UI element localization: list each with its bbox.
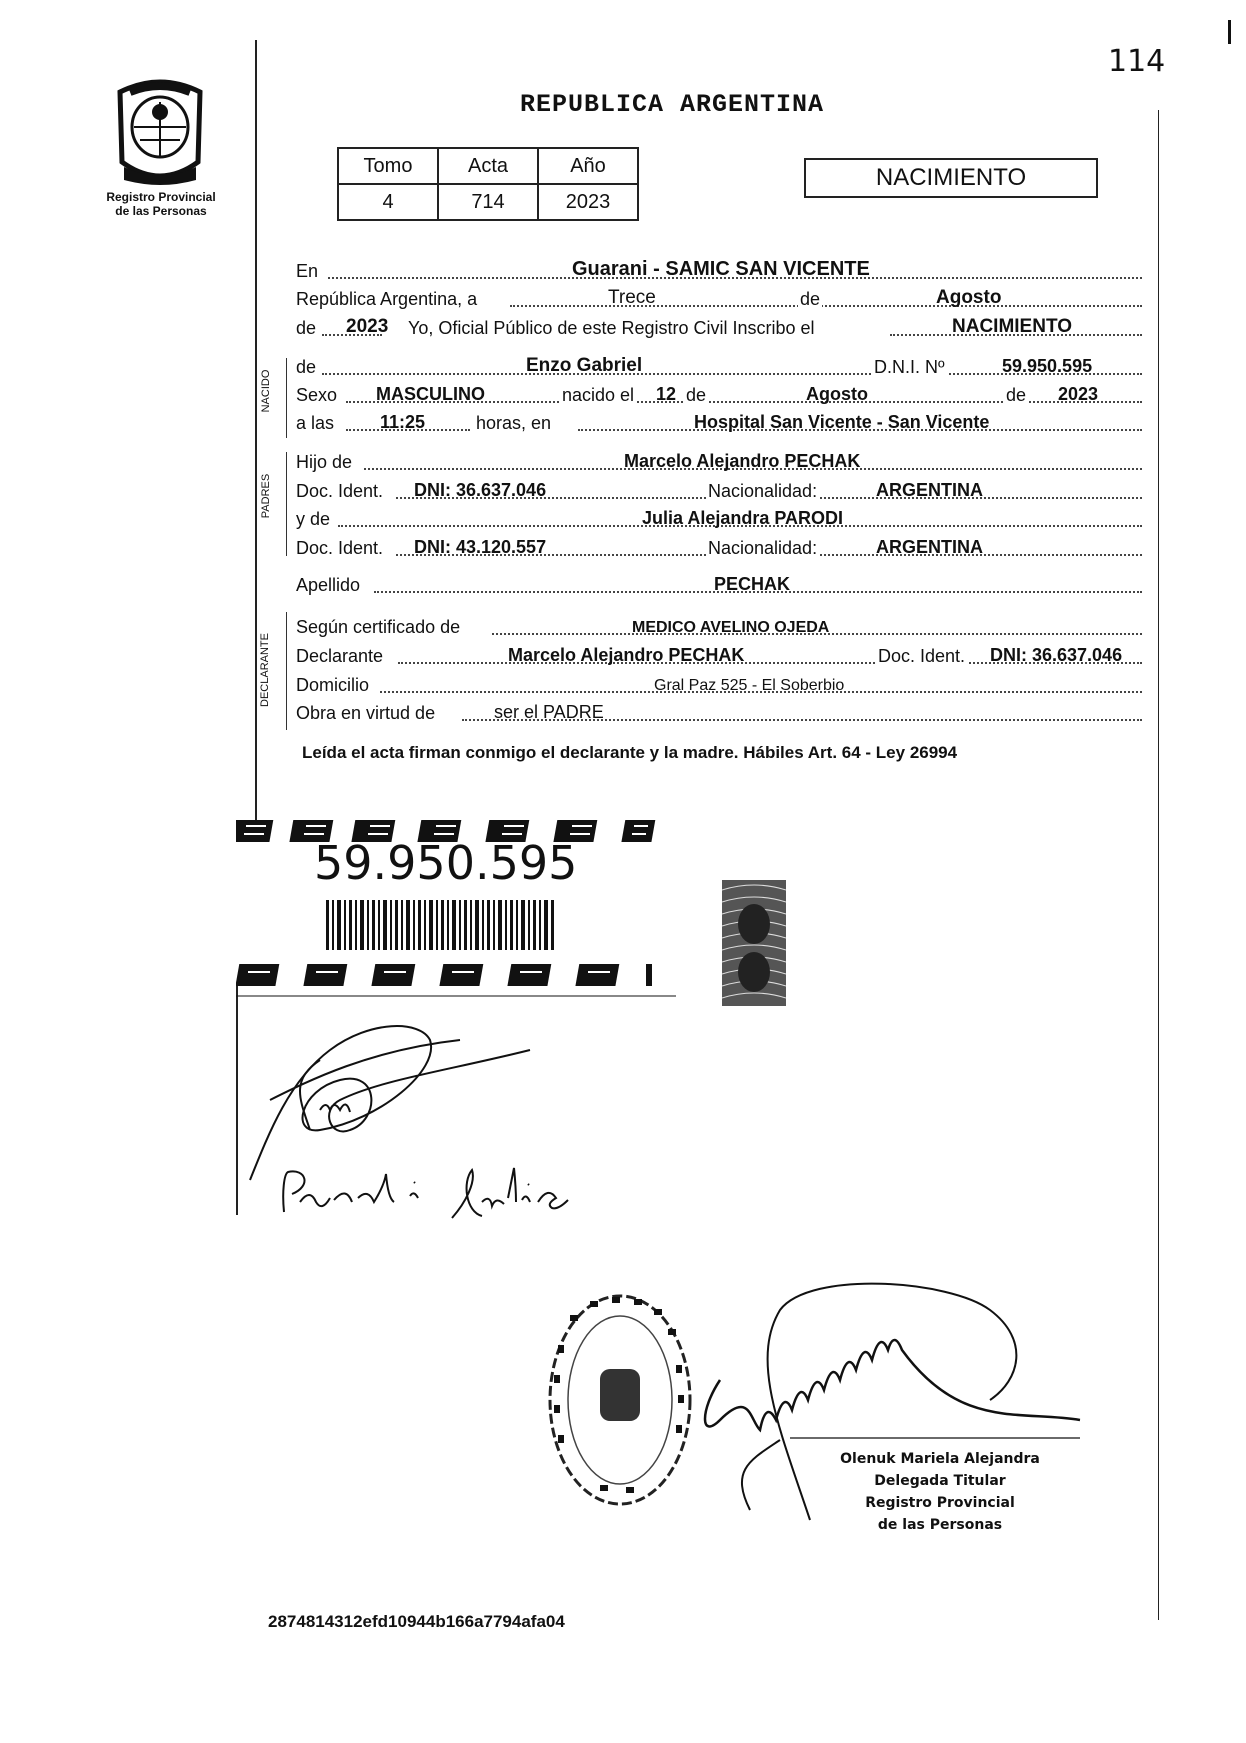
barcode-security-pattern-bottom bbox=[236, 960, 676, 1000]
hijo-de-label: Hijo de bbox=[296, 452, 353, 472]
doc-ident-label: Doc. Ident. bbox=[878, 646, 966, 666]
row-nacido-name bbox=[296, 354, 1142, 380]
day-text: Trece bbox=[608, 287, 656, 308]
birth-day: 12 bbox=[656, 384, 677, 404]
mother-name: Julia Alejandra PARODI bbox=[642, 508, 844, 528]
sexo-value: MASCULINO bbox=[376, 384, 485, 404]
nacido-section-label: NACIDO bbox=[260, 369, 272, 413]
doc-ident-label: Doc. Ident. bbox=[296, 538, 384, 558]
closing-note: Leída el acta firman conmigo el declarante y la madre. Hábiles Art. 64 - Ley 26994 bbox=[302, 743, 958, 762]
official-role: Delegada Titular bbox=[874, 1473, 1006, 1489]
padres-bracket bbox=[286, 452, 287, 556]
organization-line-1: Registro Provincial bbox=[106, 190, 216, 204]
country-title: REPUBLICA ARGENTINA bbox=[520, 90, 825, 119]
father-name: Marcelo Alejandro PECHAK bbox=[624, 451, 861, 471]
obra-label: Obra en virtud de bbox=[296, 703, 436, 723]
acta-value: 714 bbox=[438, 184, 538, 220]
provincial-coat-of-arms-icon bbox=[110, 72, 210, 190]
organization-name bbox=[86, 190, 236, 218]
act-type-box: NACIMIENTO bbox=[804, 158, 1098, 198]
row-hora bbox=[296, 410, 1142, 436]
padres-section-label: PADRES bbox=[260, 473, 272, 519]
row-apellido bbox=[296, 572, 1142, 598]
child-dni: 59.950.595 bbox=[1002, 356, 1093, 376]
mother-doc: DNI: 43.120.557 bbox=[414, 537, 547, 557]
apellido-value: PECHAK bbox=[714, 574, 791, 594]
place-value: Guarani - SAMIC SAN VICENTE bbox=[572, 258, 870, 280]
de-label: de bbox=[296, 318, 317, 338]
hologram-seal-icon bbox=[722, 880, 786, 1006]
de-label: de bbox=[686, 385, 707, 405]
official-org-line-2: de las Personas bbox=[877, 1517, 1003, 1533]
tomo-value: 4 bbox=[338, 184, 438, 220]
row-sexo bbox=[296, 382, 1142, 408]
dni-label: D.N.I. Nº bbox=[874, 357, 945, 377]
apellido-label: Apellido bbox=[296, 575, 361, 595]
barcode-number: 59.950.595 bbox=[314, 836, 578, 890]
act-value: NACIMIENTO bbox=[952, 316, 1072, 337]
tomo-header: Tomo bbox=[338, 148, 438, 184]
de-label: de bbox=[1006, 385, 1027, 405]
birth-month: Agosto bbox=[806, 384, 868, 404]
declarante-label: Declarante bbox=[296, 646, 384, 666]
obra-value: ser el PADRE bbox=[494, 702, 604, 722]
declarante-name: Marcelo Alejandro PECHAK bbox=[508, 645, 745, 665]
month-text: Agosto bbox=[936, 287, 1002, 308]
domicilio-label: Domicilio bbox=[296, 675, 370, 695]
segun-label: Según certificado de bbox=[296, 617, 461, 637]
document-hash-code: 2874814312efd10944b166a7794afa04 bbox=[268, 1612, 565, 1631]
page-number: 114 bbox=[1108, 44, 1166, 79]
republica-label: República Argentina, a bbox=[296, 289, 478, 309]
de-label: de bbox=[800, 289, 821, 309]
certificado-value: MEDICO AVELINO OJEDA bbox=[632, 619, 830, 636]
birth-place: Hospital San Vicente - San Vicente bbox=[694, 412, 990, 432]
yo-text: Yo, Oficial Público de este Registro Civil Inscribo el bbox=[408, 318, 815, 338]
mother-nationality: ARGENTINA bbox=[876, 537, 983, 557]
official-block bbox=[800, 1448, 1080, 1536]
row-hijo-de bbox=[296, 449, 1142, 475]
row-domicilio bbox=[296, 672, 1142, 698]
official-org-line-1: Registro Provincial bbox=[865, 1495, 1015, 1511]
official-stamp-icon bbox=[540, 1285, 700, 1515]
barcode-bars bbox=[326, 900, 558, 950]
horas-label: horas, en bbox=[476, 413, 552, 433]
birth-time: 11:25 bbox=[380, 412, 426, 432]
mother-signature bbox=[276, 1162, 596, 1232]
a-las-label: a las bbox=[296, 413, 335, 433]
row-declarante bbox=[296, 643, 1142, 669]
row-obra bbox=[296, 700, 1142, 726]
organization-line-2: de las Personas bbox=[115, 204, 207, 218]
sexo-label: Sexo bbox=[296, 385, 338, 405]
declarante-doc: DNI: 36.637.046 bbox=[990, 645, 1123, 665]
corner-mark bbox=[1228, 20, 1231, 44]
nacionalidad-label: Nacionalidad: bbox=[708, 538, 818, 558]
nacionalidad-label: Nacionalidad: bbox=[708, 481, 818, 501]
acta-header: Acta bbox=[438, 148, 538, 184]
declarante-bracket bbox=[286, 612, 287, 730]
father-doc: DNI: 36.637.046 bbox=[414, 480, 547, 500]
doc-ident-label: Doc. Ident. bbox=[296, 481, 384, 501]
birth-year: 2023 bbox=[1058, 384, 1099, 404]
year-value: 2023 bbox=[346, 316, 389, 337]
anio-value: 2023 bbox=[538, 184, 638, 220]
official-name: Olenuk Mariela Alejandra bbox=[840, 1451, 1040, 1467]
register-table bbox=[337, 147, 639, 221]
anio-header: Año bbox=[538, 148, 638, 184]
domicilio-value: Gral Paz 525 - El Soberbio bbox=[654, 677, 845, 694]
left-margin-line bbox=[255, 40, 257, 820]
en-label: En bbox=[296, 261, 319, 281]
child-name: Enzo Gabriel bbox=[526, 355, 643, 376]
row-mother-doc bbox=[296, 535, 1142, 561]
dotted-line bbox=[510, 305, 1142, 307]
nacido-bracket bbox=[286, 358, 287, 438]
right-margin-line bbox=[1158, 110, 1159, 1620]
row-republica bbox=[296, 286, 1142, 312]
nacido-el-label: nacido el bbox=[562, 385, 635, 405]
de-label: de bbox=[296, 357, 317, 377]
row-father-doc bbox=[296, 478, 1142, 504]
father-nationality: ARGENTINA bbox=[876, 480, 983, 500]
y-de-label: y de bbox=[296, 509, 331, 529]
row-en bbox=[296, 258, 1142, 284]
declarante-section-label: DECLARANTE bbox=[259, 633, 271, 707]
row-y-de bbox=[296, 506, 1142, 532]
row-segun bbox=[296, 614, 1142, 640]
row-year bbox=[296, 315, 1142, 341]
